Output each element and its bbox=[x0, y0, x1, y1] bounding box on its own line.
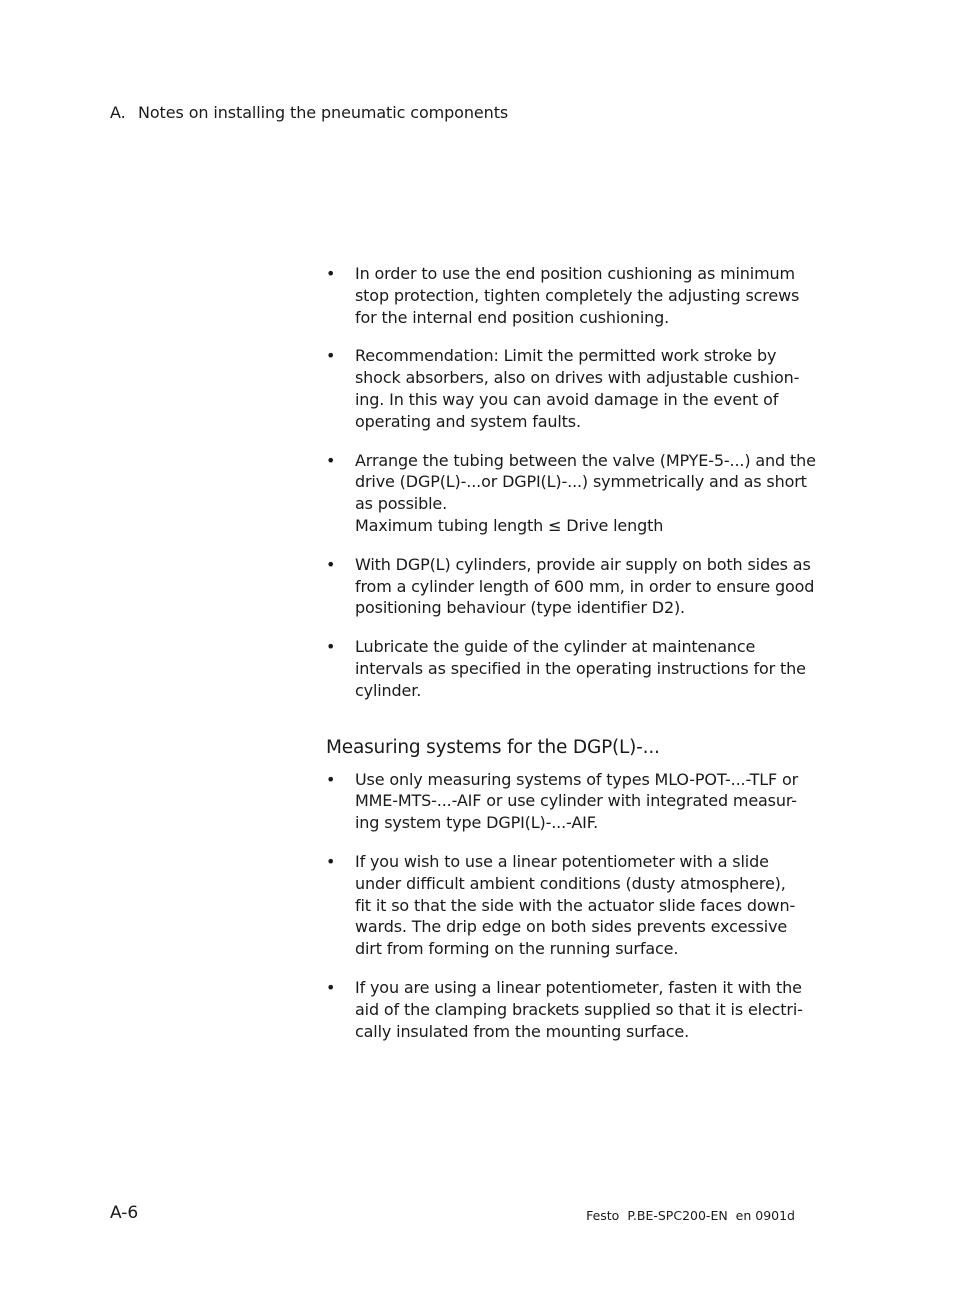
bullet-text-line: shock absorbers, also on drives with adjustable cushion- bbox=[355, 368, 800, 388]
bullet-text-line: ing. In this way you can avoid damage in the event of bbox=[355, 389, 779, 409]
bullet-text-line: In order to use the end position cushioning as minimum bbox=[355, 264, 795, 283]
bullet-text-line: Maximum tubing length ≤ Drive length bbox=[355, 515, 664, 535]
page-number: A-6 bbox=[110, 1203, 139, 1223]
bullet-text-line: intervals as specified in the operating instructions for the bbox=[355, 658, 806, 678]
installation-notes-list bbox=[326, 263, 816, 702]
main-content bbox=[326, 263, 816, 1059]
list-item bbox=[326, 263, 806, 328]
bullet-text-line: for the internal end position cushioning. bbox=[355, 307, 670, 327]
bullet-text-line: stop protection, tighten completely the adjusting screws bbox=[355, 285, 800, 305]
bullet-dot: • bbox=[326, 769, 336, 789]
bullet-text-line: If you wish to use a linear potentiometer with a slide bbox=[355, 851, 769, 871]
measuring-systems-list bbox=[326, 769, 806, 1043]
bullet-text-line: under difficult ambient conditions (dusty atmosphere), bbox=[355, 873, 786, 893]
document-reference bbox=[586, 1207, 795, 1225]
bullet-text-line: cylinder. bbox=[355, 680, 422, 700]
bullet-dot: • bbox=[326, 450, 336, 470]
doc-edition: en 0901d bbox=[735, 1208, 795, 1223]
bullet-text-line: wards. The drip edge on both sides prevents excessive bbox=[355, 917, 788, 937]
bullet-text-line: fit it so that the side with the actuator slide faces down- bbox=[355, 895, 796, 915]
bullet-text-line: Recommendation: Limit the permitted work stroke by bbox=[355, 346, 777, 366]
bullet-text-line: dirt from forming on the running surface. bbox=[355, 939, 679, 959]
list-item bbox=[326, 769, 806, 834]
bullet-text-line: If you are using a linear potentiometer, fasten it with the bbox=[355, 977, 802, 997]
bullet-text-line: as possible. bbox=[355, 494, 448, 514]
bullet-dot: • bbox=[326, 851, 336, 871]
list-item bbox=[326, 554, 815, 619]
brand-name: Festo bbox=[586, 1208, 620, 1223]
bullet-dot: • bbox=[326, 554, 336, 574]
bullet-text-line: positioning behaviour (type identifier D2). bbox=[355, 598, 685, 618]
bullet-text-line: operating and system faults. bbox=[355, 411, 581, 431]
bullet-text-line: aid of the clamping brackets supplied so that it is electri- bbox=[355, 999, 803, 1019]
bullet-dot: • bbox=[326, 346, 336, 366]
bullet-text-line: from a cylinder length of 600 mm, in order to ensure good bbox=[355, 576, 815, 596]
bullet-text-line: cally insulated from the mounting surface. bbox=[355, 1021, 690, 1041]
running-header bbox=[110, 102, 508, 124]
bullet-dot: • bbox=[326, 637, 336, 657]
bullet-text-line: With DGP(L) cylinders, provide air supply on both sides as bbox=[355, 554, 811, 574]
list-item bbox=[326, 345, 806, 432]
bullet-text-line: Arrange the tubing between the valve (MPYE-5-...) and the bbox=[355, 450, 816, 470]
doc-code: P.BE-SPC200-EN bbox=[627, 1208, 728, 1223]
bullet-text-line: MME-MTS-...-AIF or use cylinder with integrated measur- bbox=[355, 791, 797, 811]
list-item bbox=[326, 450, 816, 537]
bullet-dot: • bbox=[326, 264, 336, 283]
measuring-systems-heading: Measuring systems for the DGP(L)-... bbox=[326, 736, 660, 758]
bullet-text-line: drive (DGP(L)-...or DGPI(L)-...) symmetrically and as short bbox=[355, 472, 807, 492]
section-number: A. bbox=[110, 103, 126, 122]
bullet-text-line: Use only measuring systems of types MLO-POT-...-TLF or bbox=[355, 769, 799, 789]
bullet-text-line: Lubricate the guide of the cylinder at maintenance bbox=[355, 637, 756, 657]
list-item bbox=[326, 977, 806, 1042]
list-item bbox=[326, 636, 806, 701]
list-item bbox=[326, 851, 806, 960]
bullet-text-line: ing system type DGPI(L)-...-AIF. bbox=[355, 813, 599, 833]
section-title: Notes on installing the pneumatic components bbox=[138, 103, 509, 122]
bullet-dot: • bbox=[326, 977, 336, 997]
